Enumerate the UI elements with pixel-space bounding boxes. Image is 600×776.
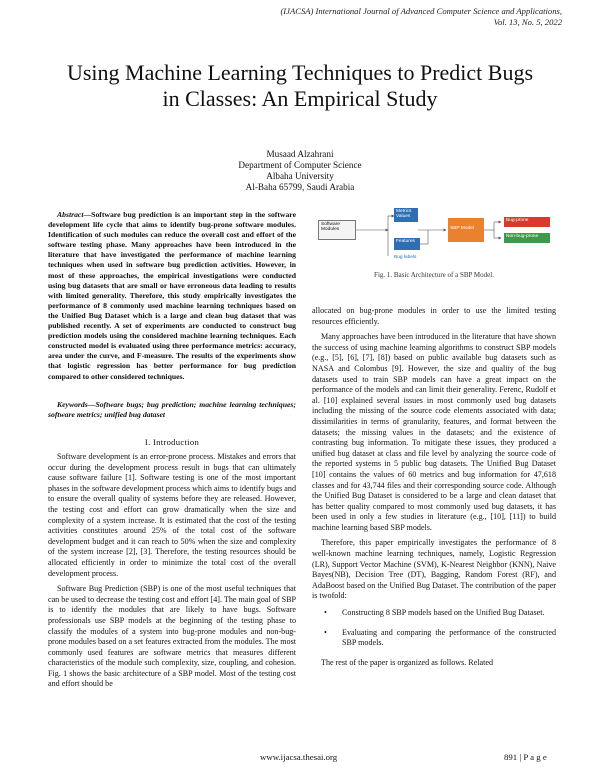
contribution-item-1-text: Constructing 8 SBP models based on the Unified Bug Dataset. [342,608,545,618]
introduction-text [48,452,296,695]
intro-paragraph-2: Software Bug Prediction (SBP) is one of the most useful techniques that can be used to decrease the testing cost and effort [4]. The main goal of SBP is to identify the modules that are likely to have bugs. Software professionals use SBP models at the beginning of the testing phase to classify the modules of a system into bug-prone modules and non-bug-prone modules based on a set features extracted from the modules. The most commonly used features are software metrics that measures different characteristics of the module such complexity, size, coupling, and cohesion. Fig. 1 shows the basic architecture of a SBP model. Most of the testing cost and effort should be [48,584,296,689]
right-paragraph-3: The rest of the paper is organized as follows. Related [321,657,494,667]
box-bug-prone: Bug-prone [504,217,550,227]
bullet-dot-icon: • [324,608,327,618]
author-department: Department of Computer Science [238,160,362,170]
bullet-dot-icon: • [324,627,327,637]
box-features: Features [394,238,420,250]
page-number: 891 | P a g e [504,752,547,762]
author-university: Albaha University [266,171,334,181]
figure-1-caption: Fig. 1. Basic Architecture of a SBP Model. [374,271,494,279]
contribution-item-1 [312,608,556,619]
paper-title [0,60,600,112]
keywords-text: —Software bugs; bug prediction; machine learning techniques; software metrics; unified bug dataset [48,400,296,420]
journal-header [280,6,562,28]
box-sbp-model: SBP Model [448,218,484,242]
abstract-label: Abstract [57,210,84,219]
right-column-text [312,306,556,673]
contribution-item-2-text: Evaluating and comparing the performance of the constructed SBP models. [342,627,556,648]
title-line-1: Using Machine Learning Techniques to Predict Bugs [66,60,534,85]
box-metrics-values: Metrics Values [394,208,418,222]
box-bug-labels: Bug labels [394,255,417,260]
right-paragraph-1: Many approaches have been introduced in the literature that have shown the success of using machine learning algorithms to construct SBP models (e.g., [5], [6], [7], [8]) based on public available bug datasets such as NASA and Colombus [9]. However, the size and quality of the bug datasets used to train SBP models can have a great impact on the performance of the models and can limit their generality. Ferenc, Rudolf et al. [10] explained several issues in most commonly used bug datasets including the missing of the source code elements associated with data; dissimilarities in terms of granularity, features, and format between the datasets; the missing values in the datasets; and the existence of contrasting bug information. To mitigate these issues, they produced a unified bug dataset at class and file level by analyzing the source code of the reported systems in 5 public bug datasets. The Unified Bug Dataset [10] contains the values of 60 metrics and bug information for 47,618 classes and for 43,744 files and their corresponding source code. Although the Unified Bug Dataset is considered to be a large and clean dataset that has better quality compared to most commonly used bug datasets, it has been used in only a few studies in literature (e.g., [10], [11]) to build machine learning based SBP models. [312,332,556,532]
box-non-bug-prone: Non-bug-prone [504,233,550,243]
intro-paragraph-1: Software development is an error-prone process. Mistakes and errors that occur during the development process result in bugs that can ultimately cause software failure [1]. Software testing is one of the most important phases in the software development process which aims to identify bugs and to ensure the overall quality of systems before they are released. However, the testing cost and effort can grow dramatically when the size and complexity of a system increase. It is estimated that the cost of the testing activities constitutes around 25% of the total cost of the software development budget and it can reach to 50% when the size and complexity of the system increase [2], [3]. Therefore, the testing resources should be allocated efficiently in order to minimize the total cost of the overall development process. [48,452,296,578]
right-paragraph-2: Therefore, this paper empirically investigates the performance of 8 well-known machine learning techniques, namely, Logistic Regression (LR), Support Vector Machine (SVM), K-Nearest Neighbor (KNN), Naive Bayes(NB), Decision Tree (DT), Bagging, Random Forest (RF), and AdaBoost based on the Unified Bug Dataset. The contribution of the paper is twofold: [312,538,556,601]
keywords [48,400,296,420]
section-heading-introduction: I. Introduction [144,437,200,447]
author-block [0,149,600,193]
box-software-modules: Software Modules [318,220,356,240]
figure-1-diagram [318,206,558,266]
contribution-list [312,608,556,649]
footer-url[interactable]: www.ijacsa.thesai.org [260,752,338,762]
title-line-2: in Classes: An Empirical Study [162,86,438,111]
journal-line-1: (IJACSA) International Journal of Advanced Computer Science and Applications, [280,6,562,16]
author-location: Al-Baha 65799, Saudi Arabia [245,182,355,192]
right-paragraph-0: allocated on bug-prone modules in order to use the limited testing resources efficiently. [312,306,556,326]
abstract [48,210,296,382]
contribution-item-2 [312,628,556,649]
journal-line-2: Vol. 13, No. 5, 2022 [493,17,562,27]
keywords-label: Keywords [57,400,88,409]
abstract-text: —Software bug prediction is an important step in the software development life cycle that aims to identify bug-prone software modules. Identification of such modules can reduce the overall cost and effort of the software testing phase. Many approaches have been introduced in the literature that have investigated the performance of machine learning techniques when used in software bug prediction activities. However, in most of these approaches, the empirical investigations were conducted using bug datasets that are small or have erroneous data leading to results with limited generality. Therefore, this study empirically investigates the performance of 8 commonly used machine learning techniques based on the Unified Bug Dataset which is a large and clean bug dataset that was published recently. A set of experiments are conducted to construct bug prediction models using the considered machine learning techniques. Each constructed model is evaluated using three performance metrics: accuracy, area under the curve, and F-measure. The results of the experiments show that logistic regression has better performance for bug prediction compared to other considered techniques. [48,210,296,381]
author-name: Musaad Alzahrani [266,149,334,159]
